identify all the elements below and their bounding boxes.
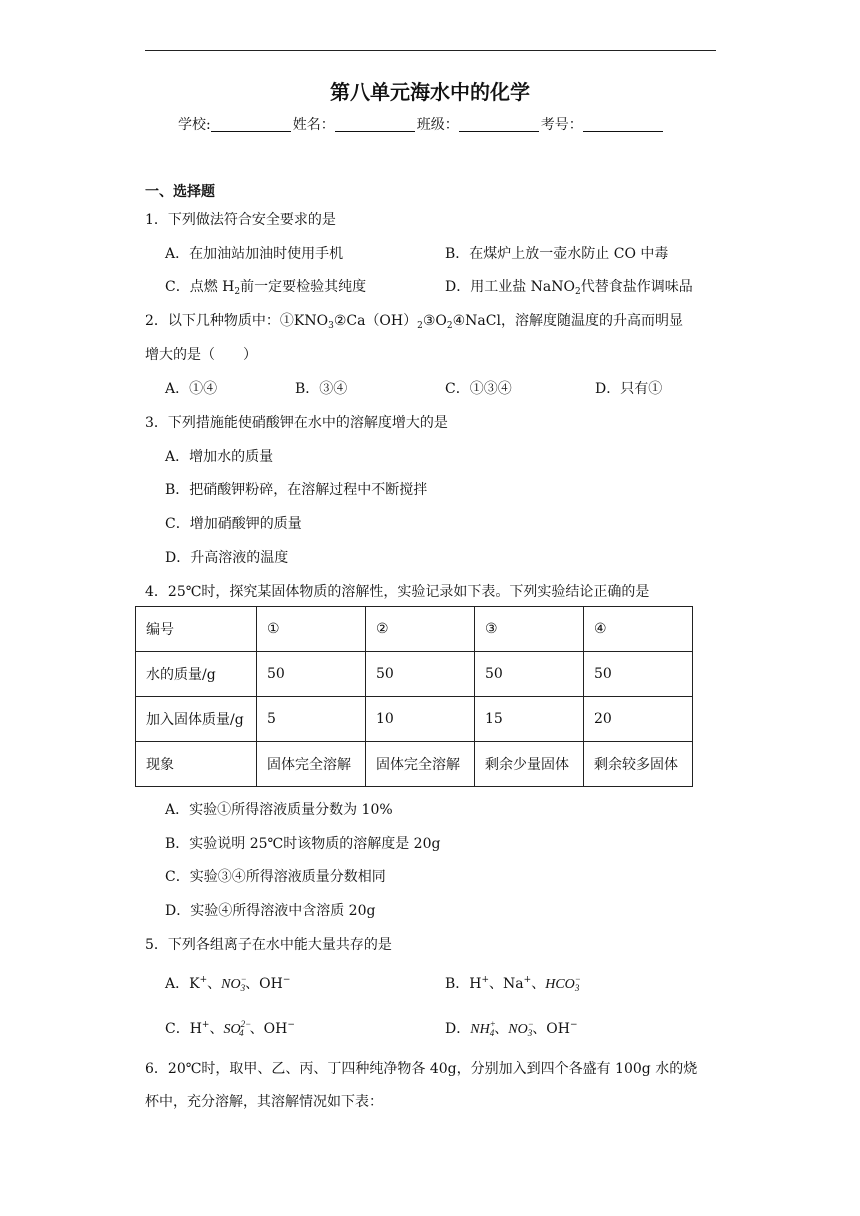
experiment-table [135,606,693,787]
table-cell: 10 [366,697,475,742]
q4-option-c[interactable]: C．实验③④所得溶液质量分数相同 [165,869,386,885]
q3-option-c[interactable]: C．增加硝酸钾的质量 [165,516,302,532]
q3-option-a[interactable]: A．增加水的质量 [165,449,274,465]
table-row [136,652,693,697]
header-rule [145,50,716,51]
q5-option-c[interactable]: C．H+、$SO^{2-}_4$ 、OH− [165,1019,295,1038]
name-label: 姓名： [292,117,335,133]
class-blank[interactable] [459,117,539,132]
table-cell: 50 [475,652,584,697]
q1-option-c[interactable]: C．点燃 $H_2$前一定要检验其纯度 [165,279,367,297]
table-row [136,607,693,652]
number-blank[interactable] [583,117,663,132]
table-cell: 剩余少量固体 [475,742,584,787]
q1-option-b[interactable]: B．在煤炉上放一壶水防止 CO 中毒 [445,246,669,262]
table-cell: 编号 [136,607,257,652]
table-cell: 20 [584,697,693,742]
class-label: 班级： [416,117,459,133]
table-cell: 15 [475,697,584,742]
q1-stem: 1．下列做法符合安全要求的是 [145,212,336,228]
q2-option-b[interactable]: B．③④ [295,381,348,397]
table-cell: 5 [257,697,366,742]
table-cell: ① [257,607,366,652]
table-cell: 50 [257,652,366,697]
q2-option-c[interactable]: C．①③④ [445,381,512,397]
q4-stem: 4．25℃时，探究某固体物质的溶解性，实验记录如下表。下列实验结论正确的是 [145,584,650,600]
table-cell: ③ [475,607,584,652]
table-row [136,697,693,742]
q3-option-d[interactable]: D．升高溶液的温度 [165,550,289,566]
number-label: 考号： [540,117,583,133]
table-row [136,742,693,787]
name-blank[interactable] [335,117,415,132]
document-title: 第八单元海水中的化学 [330,80,530,104]
q5-option-d[interactable]: D．$NH^+_4$、$NO^-_3$、OH− [445,1019,578,1038]
q6-stem: 6．20℃时，取甲、乙、丙、丁四种纯净物各 40g，分别加入到四个各盛有 100g 水的烧 [145,1061,698,1077]
q4-option-a[interactable]: A．实验①所得溶液质量分数为 10% [165,802,393,818]
table-cell: 加入固体质量/g [136,697,257,742]
q5-option-b[interactable]: B．H+、Na+、$HCO^-_3$ [445,974,581,993]
q5-stem: 5．下列各组离子在水中能大量共存的是 [145,937,392,953]
student-info-line [178,114,665,134]
q2-stem: 2．以下几种物质中：$①KNO_3②Ca(OH)_2③O_2④NaCl$，溶解度随温度的升高而明显 [145,313,683,331]
q1-option-a[interactable]: A．在加油站加油时使用手机 [165,246,344,262]
school-label: 学校: [178,117,211,133]
table-cell: ④ [584,607,693,652]
q3-stem: 3．下列措施能使硝酸钾在水中的溶解度增大的是 [145,415,448,431]
q4-option-d[interactable]: D．实验④所得溶液中含溶质 20g [165,903,376,919]
q4-option-b[interactable]: B．实验说明 25℃时该物质的溶解度是 20g [165,836,441,852]
table-cell: 固体完全溶解 [366,742,475,787]
table-cell: 固体完全溶解 [257,742,366,787]
q3-option-b[interactable]: B．把硝酸钾粉碎，在溶解过程中不断搅拌 [165,482,428,498]
table-cell: 水的质量/g [136,652,257,697]
table-cell: 50 [584,652,693,697]
q2-option-a[interactable]: A．①④ [165,381,218,397]
table-cell: 50 [366,652,475,697]
q2-option-d[interactable]: D．只有① [595,381,663,397]
school-blank[interactable] [211,117,291,132]
table-cell: ② [366,607,475,652]
q2-stem-continued: 增大的是（ ） [145,347,257,363]
q1-option-d[interactable]: D．用工业盐 NaNO$_2$代替食盐作调味品 [445,279,693,297]
q6-stem-continued: 杯中，充分溶解，其溶解情况如下表： [145,1094,383,1110]
q5-option-a[interactable]: A．K+、$NO^-_3$、OH− [165,974,291,993]
table-cell: 剩余较多固体 [584,742,693,787]
section-heading: 一、选择题 [145,184,215,200]
table-cell: 现象 [136,742,257,787]
